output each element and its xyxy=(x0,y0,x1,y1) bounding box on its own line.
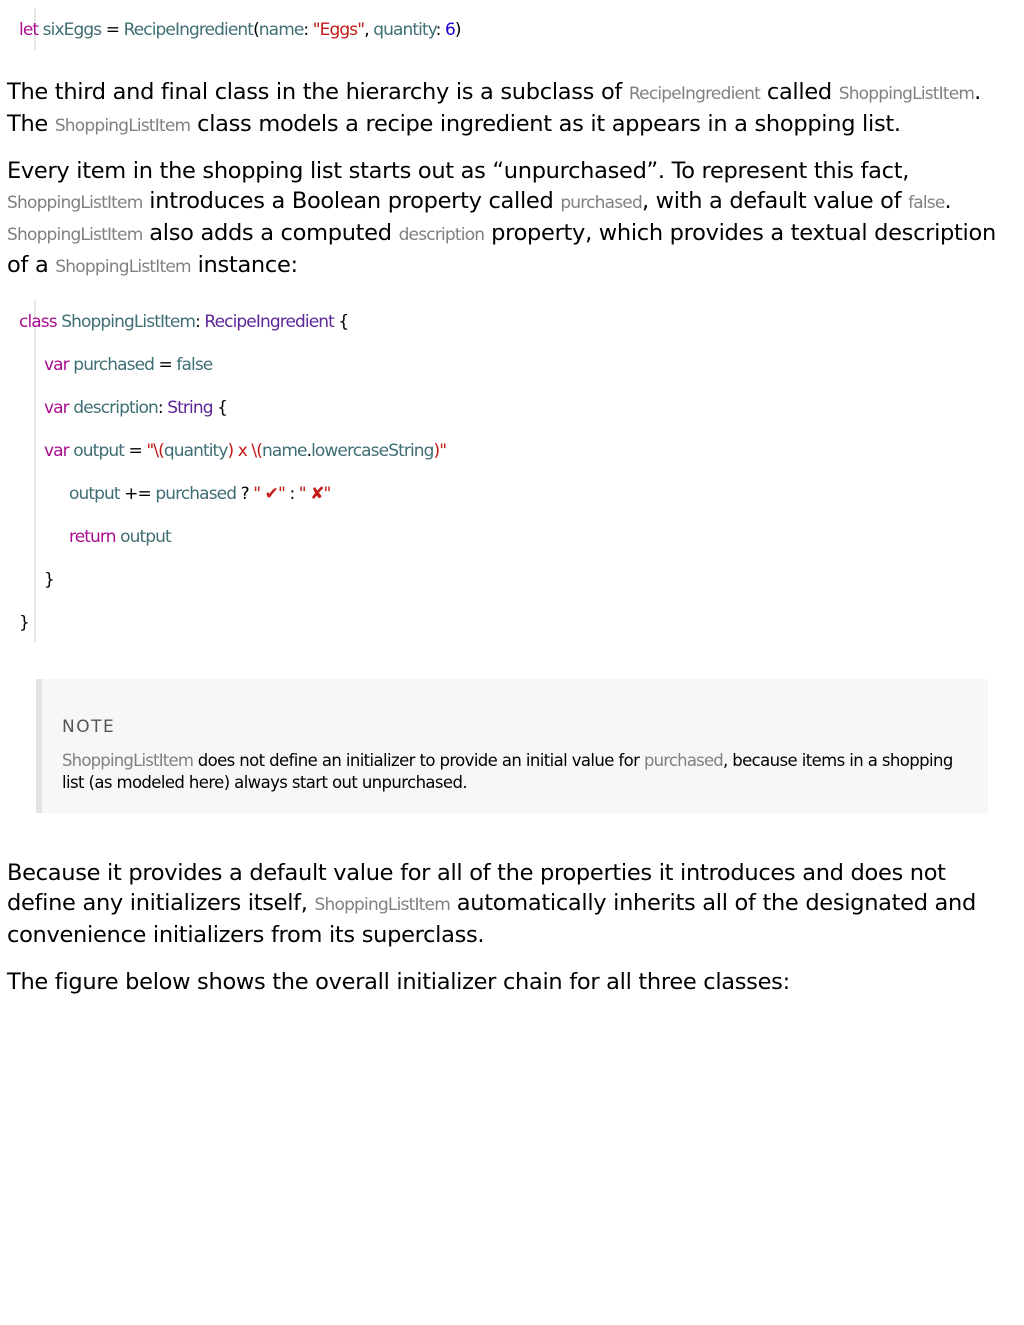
text: does not define an initializer to provide an initial value for xyxy=(193,751,644,770)
text: , with a default value of xyxy=(641,188,909,214)
string-literal: "Eggs" xyxy=(312,20,365,40)
inline-code: purchased xyxy=(643,751,723,770)
identifier: sixEggs xyxy=(42,20,102,40)
keyword: var xyxy=(44,355,69,375)
operator: : xyxy=(284,484,299,504)
identifier: purchased xyxy=(73,355,155,375)
text: The figure below shows the overall initializer chain for all three classes: xyxy=(7,969,790,995)
code-line xyxy=(19,20,461,40)
string-literal: ) x \( xyxy=(227,441,262,461)
inline-code: purchased xyxy=(560,193,642,213)
identifier: quantity xyxy=(163,441,228,461)
identifier: output xyxy=(120,527,171,547)
punctuation: : xyxy=(435,20,445,40)
code-line xyxy=(19,613,29,633)
inline-code: ShoppingListItem xyxy=(62,751,194,770)
note-box xyxy=(36,679,988,813)
text: automatically inherits all of the designated and convenience initializers from its superclass. xyxy=(7,890,976,948)
type-name: ShoppingListItem xyxy=(61,312,196,332)
identifier: purchased xyxy=(155,484,237,504)
identifier: output xyxy=(69,484,120,504)
text: Because it provides a default value for all of the properties it introduces and does not define any initializers itself, xyxy=(7,860,946,916)
paragraph xyxy=(7,77,1017,141)
text: The third and final class in the hierarchy is a subclass of xyxy=(7,79,629,105)
identifier: name xyxy=(261,441,307,461)
type-name: RecipeIngredient xyxy=(123,20,254,40)
argument-label: quantity xyxy=(373,20,436,40)
text: Every item in the shopping list starts out as “unpurchased”. To represent this fact, xyxy=(7,158,910,184)
paragraph xyxy=(7,858,1017,950)
punctuation: ( xyxy=(253,20,259,40)
literal: false xyxy=(176,355,213,375)
keyword: var xyxy=(44,398,69,418)
note-text xyxy=(62,750,962,794)
text: class models a recipe ingredient as it appears in a shopping list. xyxy=(190,111,901,137)
paragraph xyxy=(7,156,1017,282)
inline-code: ShoppingListItem xyxy=(314,895,450,915)
inline-code: ShoppingListItem xyxy=(54,116,191,136)
punctuation: : xyxy=(303,20,313,40)
code-line xyxy=(19,312,348,332)
punctuation: : xyxy=(157,398,168,418)
code-line xyxy=(44,398,227,418)
keyword: let xyxy=(19,20,39,40)
keyword: class xyxy=(19,312,57,332)
inline-code: ShoppingListItem xyxy=(7,193,143,213)
text: called xyxy=(760,79,839,105)
identifier: lowercaseString xyxy=(311,441,434,461)
text: instance: xyxy=(190,252,298,278)
punctuation: . xyxy=(306,441,312,461)
inline-code: ShoppingListItem xyxy=(55,257,191,277)
type-name: String xyxy=(167,398,213,418)
code-block-bar xyxy=(34,300,36,642)
inline-code: ShoppingListItem xyxy=(838,84,975,104)
punctuation: ) xyxy=(454,20,461,40)
punctuation: { xyxy=(333,312,349,332)
code-line xyxy=(44,355,212,375)
type-name: RecipeIngredient xyxy=(204,312,334,332)
paragraph xyxy=(7,967,1017,997)
string-literal: )" xyxy=(433,441,447,461)
operator: += xyxy=(119,484,156,504)
operator: ? xyxy=(236,484,254,504)
text: . The xyxy=(7,79,982,137)
text: , because items in a shopping list (as modeled here) always start out unpurchased. xyxy=(62,751,953,792)
inline-code: false xyxy=(908,193,945,213)
punctuation: , xyxy=(364,20,374,40)
code-line xyxy=(69,484,330,504)
keyword: return xyxy=(69,527,116,547)
punctuation: : xyxy=(195,312,205,332)
operator: = xyxy=(101,20,124,40)
punctuation: { xyxy=(212,398,228,418)
argument-label: name xyxy=(258,20,304,40)
inline-code: ShoppingListItem xyxy=(7,225,143,245)
text: . xyxy=(944,188,952,214)
identifier: description xyxy=(73,398,158,418)
text: also adds a computed xyxy=(142,220,399,246)
code-line xyxy=(44,570,54,590)
identifier: output xyxy=(73,441,124,461)
string-literal: " ✘" xyxy=(298,484,331,504)
operator: = xyxy=(154,355,177,375)
inline-code: RecipeIngredient xyxy=(628,84,761,104)
punctuation: } xyxy=(19,613,29,633)
keyword: var xyxy=(44,441,69,461)
number-literal: 6 xyxy=(444,20,455,40)
inline-code: description xyxy=(398,225,485,245)
text: introduces a Boolean property called xyxy=(142,188,561,214)
text: property, which provides a textual description of a xyxy=(7,220,996,278)
note-title: NOTE xyxy=(62,717,116,737)
string-literal: "\( xyxy=(146,441,164,461)
punctuation: } xyxy=(44,570,54,590)
code-line xyxy=(44,441,446,461)
operator: = xyxy=(123,441,147,461)
string-literal: " ✔" xyxy=(253,484,285,504)
code-line xyxy=(69,527,171,547)
